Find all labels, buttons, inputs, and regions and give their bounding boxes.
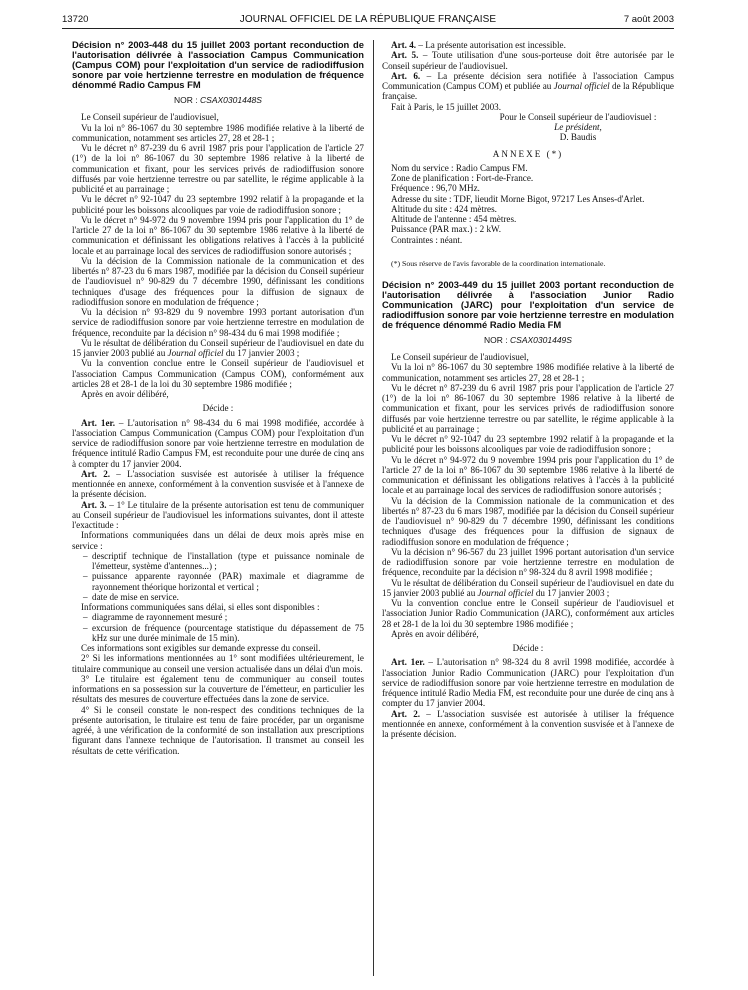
column-divider xyxy=(373,40,374,976)
d1-para: Vu la décision n° 93-829 du 9 novembre 1993 portant autorisation d'un service de radiodiffusion sonore par voie hertzienne terrestre en modulation de fréquence, reconduite par la décision n° 98-434 du 6 mai 1998 modifiée ; xyxy=(72,307,364,338)
d1-art1: Art. 1er. – L'autorisation n° 98-434 du 6 mai 1998 modifiée, accordée à l'association Campus Communication (Campus COM) pour l'exploitation d'un service de radiodiffusion sonore par voie hertzienne terrestre en modulation de fréquence intitulé Radio Campus FM, est reconduite pour une durée de cinq ans à compter du 17 janvier 2004. xyxy=(72,417,364,469)
page-header xyxy=(62,14,674,28)
d2-para: Vu la convention conclue entre le Conseil supérieur de l'audiovisuel et l'association Junior Radio Communication (JARC), conformément aux articles 28 et 28-1 de la loi du 30 septembre 1986 modifiée ; xyxy=(382,598,674,629)
d2-para: Vu la décision de la Commission nationale de la communication et des libertés n° 87-23 du 6 mars 1987, modifiée par la décision du Conseil supérieur de l'audiovisuel n° 90-829 du 7 décembre 1990, définissant les conditions techniques d'usage des fréquences pour la diffusion de signaux de radiodiffusion sonore en modulation de fréquence ; xyxy=(382,495,674,547)
d1-para: Le Conseil supérieur de l'audiovisuel, xyxy=(81,112,219,123)
decision-448-nor: NOR : CSAX0301448S xyxy=(174,95,262,105)
d2-para: Vu le décret n° 87-239 du 6 avril 1987 pris pour l'application de l'article 27 (1°) de la loi n° 86-1067 du 30 septembre 1986 relative à la liberté de communication et fixant, pour les services privés de radiodiffusion sonore diffusés par voie hertzienne terrestre ou par satellite, le régime applicable à la publicité et au parrainage ; xyxy=(382,382,674,434)
decision-448-title: Décision n° 2003-448 du 15 juillet 2003 portant reconduction de l'autorisation délivrée à l'association Campus Communication (Campus COM) pour l'exploitation d'un service de radiodiffusion sonore par voie hertzienne terrestre en modulation de fréquence dénommé Radio Campus FM xyxy=(72,39,364,90)
d1-signature-intro: Pour le Conseil supérieur de l'audiovisuel : xyxy=(499,111,657,122)
annex-line: Adresse du site : TDF, lieudit Morne Bigot, 97217 Les Anses-d'Arlet. xyxy=(391,193,645,204)
decision-449-title: Décision n° 2003-449 du 15 juillet 2003 portant reconduction de l'autorisation délivrée à l'association Junior Radio Communication (JARC) pour l'exploitation d'un service de radiodiffusion sonore par voie hertzienne terrestre en modulation de fréquence dénommé Radio Media FM xyxy=(382,278,674,330)
d2-para: Vu le décret n° 92-1047 du 23 septembre 1992 relatif à la propagande et la publicité pour les boissons alcooliques par voie de radiodiffusion sonore ; xyxy=(382,434,674,455)
d2-para: Vu la loi n° 86-1067 du 30 septembre 1986 modifiée relative à la liberté de communication, notamment ses articles 27, 28 et 28-1 ; xyxy=(382,362,674,383)
d1-art3: Art. 3. – 1° Le titulaire de la présente autorisation est tenu de communiquer au Conseil supérieur de l'audiovisuel les informations suivantes, dont il atteste l'exactitude : xyxy=(72,499,364,530)
d1-art4: Art. 4. – La présente autorisation est incessible. xyxy=(391,40,566,50)
d1-info-item: – descriptif technique de l'installation (type et puissance nominale de l'émetteur, système d'antennes...) ; xyxy=(72,551,364,572)
d2-para: Vu la décision n° 96-567 du 23 juillet 1996 portant autorisation d'un service de radiodiffusion sonore par voie hertzienne terrestre en modulation de fréquence, reconduite par la décision n° 98-324 du 8 avril 1998 modifiée ; xyxy=(382,546,674,578)
d1-tail: 3° Le titulaire est également tenu de communiquer au conseil toutes informations en sa possession sur la couverture de l'émetteur, en particulier les résultats des mesures de couverture effectuées dans la zone de service. xyxy=(72,673,364,705)
d1-art2: Art. 2. – L'association susvisée est autorisée à utiliser la fréquence mentionnée en annexe, conformément à la convention susvisée et à l'annexe de la présente décision. xyxy=(72,468,364,500)
annex-line: Nom du service : Radio Campus FM. xyxy=(391,162,528,173)
annex-line: Fréquence : 96,70 MHz. xyxy=(391,183,480,194)
left-column xyxy=(72,40,364,756)
d2-para: Le Conseil supérieur de l'audiovisuel, xyxy=(391,352,529,362)
d1-para: Vu la loi n° 86-1067 du 30 septembre 1986 modifiée relative à la liberté de communication, notamment ses articles 27, 28 et 28-1 ; xyxy=(72,122,364,143)
d1-tail: 2° Si les informations mentionnées au 1° sont modifiées ultérieurement, le titulaire communique au conseil une version actualisée dans un délai d'un mois. xyxy=(72,653,364,674)
annex-note: (*) Sous réserve de l'avis favorable de la coordination internationale. xyxy=(391,258,606,268)
d1-signature-name: D. Baudis xyxy=(559,132,597,143)
journal-title: JOURNAL OFFICIEL DE LA RÉPUBLIQUE FRANÇAISE xyxy=(239,14,497,25)
d2-para: Après en avoir délibéré, xyxy=(391,628,479,639)
d1-info-item: – date de mise en service. xyxy=(72,592,364,602)
annex-title: ANNEXE (*) xyxy=(492,148,564,159)
d1-signature-role: Le président, xyxy=(554,122,602,132)
d2-decide: Décide : xyxy=(512,643,544,653)
d1-art6: Art. 6. – La présente décision sera notifiée à l'association Campus Communication (Campus COM) et publiée au Journal officiel de la République française. xyxy=(382,70,674,102)
d1-para-jo: Vu le résultat de délibération du Conseil supérieur de l'audiovisuel en date du 15 janvier 2003 publié au Journal officiel du 17 janvier 2003 ; xyxy=(72,337,364,358)
annex-line: Zone de planification : Fort-de-France. xyxy=(391,173,534,183)
d2-para-jo: Vu le résultat de délibération du Conseil supérieur de l'audiovisuel en date du 15 janvier 2003 publié au Journal officiel du 17 janvier 2003 ; xyxy=(382,577,674,598)
d1-art5: Art. 5. – Toute utilisation d'une sous-porteuse doit être autorisée par le Conseil supérieur de l'audiovisuel. xyxy=(382,50,674,71)
publication-date: 7 août 2003 xyxy=(623,14,674,25)
page-number: 13720 xyxy=(62,14,89,25)
d1-para: Vu la convention conclue entre le Conseil supérieur de l'audiovisuel et l'association Campus Communication (Campus COM), conformément aux articles 28 et 28-1 de la loi du 30 septembre 1986 modifiée ; xyxy=(72,358,364,389)
d1-tail: 4° Si le conseil constate le non-respect des conditions techniques de la présente autorisation, le titulaire est tenu de faire procéder, par un organisme agréé, à une vérification de la conformité de son installation aux prescriptions figurant dans l'annexe technique de l'autorisation. Il transmet au conseil les résultats de cette vérification. xyxy=(72,704,364,756)
d1-para: Vu le décret n° 87-239 du 6 avril 1987 pris pour l'application de l'article 27 (1°) de la loi n° 86-1067 du 30 septembre 1986 relative à la liberté de communication et fixant, pour les services privés de radiodiffusion sonore diffusés par voie hertzienne terrestre ou par satellite, le régime applicable à la publicité et au parrainage ; xyxy=(72,143,364,194)
d1-info-item: – diagramme de rayonnement mesuré ; xyxy=(72,612,364,622)
d1-info-item: – puissance apparente rayonnée (PAR) maximale et diagramme de rayonnement théorique horizontal et vertical ; xyxy=(72,571,364,592)
d1-fait: Fait à Paris, le 15 juillet 2003. xyxy=(391,101,501,112)
d2-art1: Art. 1er. – L'autorisation n° 98-324 du 8 avril 1998 modifiée, accordée à l'association Junior Radio Communication (JARC) pour l'exploitation d'un service de radiodiffusion sonore par voie hertzienne terrestre en modulation de fréquence intitulé Radio Media FM, est reconduite pour une durée de cinq ans à compter du 17 janvier 2004. xyxy=(382,657,674,709)
annex-line: Altitude de l'antenne : 454 mètres. xyxy=(391,214,517,224)
annex-line: Altitude du site : 424 mètres. xyxy=(391,203,497,214)
d1-decide: Décide : xyxy=(202,403,234,414)
decision-449-nor: NOR : CSAX0301449S xyxy=(484,334,572,345)
d1-para: Vu le décret n° 94-972 du 9 novembre 1994 pris pour l'application du 1° de l'article 27 de la loi n° 86-1067 du 30 septembre 1986 relative à la liberté de communication et définissant les obligations relatives à l'accès à la publicité locale et au parrainage local des services de radiodiffusion sonore autorisés ; xyxy=(72,214,364,256)
d2-art2: Art. 2. – L'association susvisée est autorisée à utiliser la fréquence mentionnée en annexe, conformément à la convention susvisée et à l'annexe de la présente décision. xyxy=(382,708,674,739)
d1-info-item: – excursion de fréquence (pourcentage statistique du dépassement de 75 kHz sur une durée minimale de 15 min). xyxy=(72,623,364,644)
d1-para: Après en avoir délibéré, xyxy=(81,389,169,399)
annex-line: Puissance (PAR max.) : 2 kW. xyxy=(391,224,502,235)
d2-para: Vu le décret n° 94-972 du 9 novembre 1994 pris pour l'application du 1° de l'article 27 de la loi n° 86-1067 du 30 septembre 1986 relative à la liberté de communication et définissant les obligations relatives à l'accès à la publicité locale et au parrainage local des services de radiodiffusion sonore autorisés ; xyxy=(382,454,674,496)
d1-para: Vu la décision de la Commission nationale de la communication et des libertés n° 87-23 du 6 mars 1987, modifiée par la décision du Conseil supérieur de l'audiovisuel n° 90-829 du 7 décembre 1990, définissant les conditions techniques d'usage des fréquences pour la diffusion de signaux de radiodiffusion sonore en modulation de fréquence ; xyxy=(72,255,364,307)
d1-tail: Ces informations sont exigibles sur demande expresse du conseil. xyxy=(81,643,321,653)
header-rule xyxy=(62,28,674,29)
d1-info-intro: Informations communiquées dans un délai de deux mois après mise en service : xyxy=(72,530,364,551)
d1-para: Vu le décret n° 92-1047 du 23 septembre 1992 relatif à la propagande et la publicité pour les boissons alcooliques par voie de radiodiffusion sonore ; xyxy=(72,194,364,215)
annex-line: Contraintes : néant. xyxy=(391,234,463,245)
d1-info-intro2: Informations communiquées sans délai, si elles sont disponibles : xyxy=(81,602,320,612)
right-column xyxy=(382,40,674,739)
